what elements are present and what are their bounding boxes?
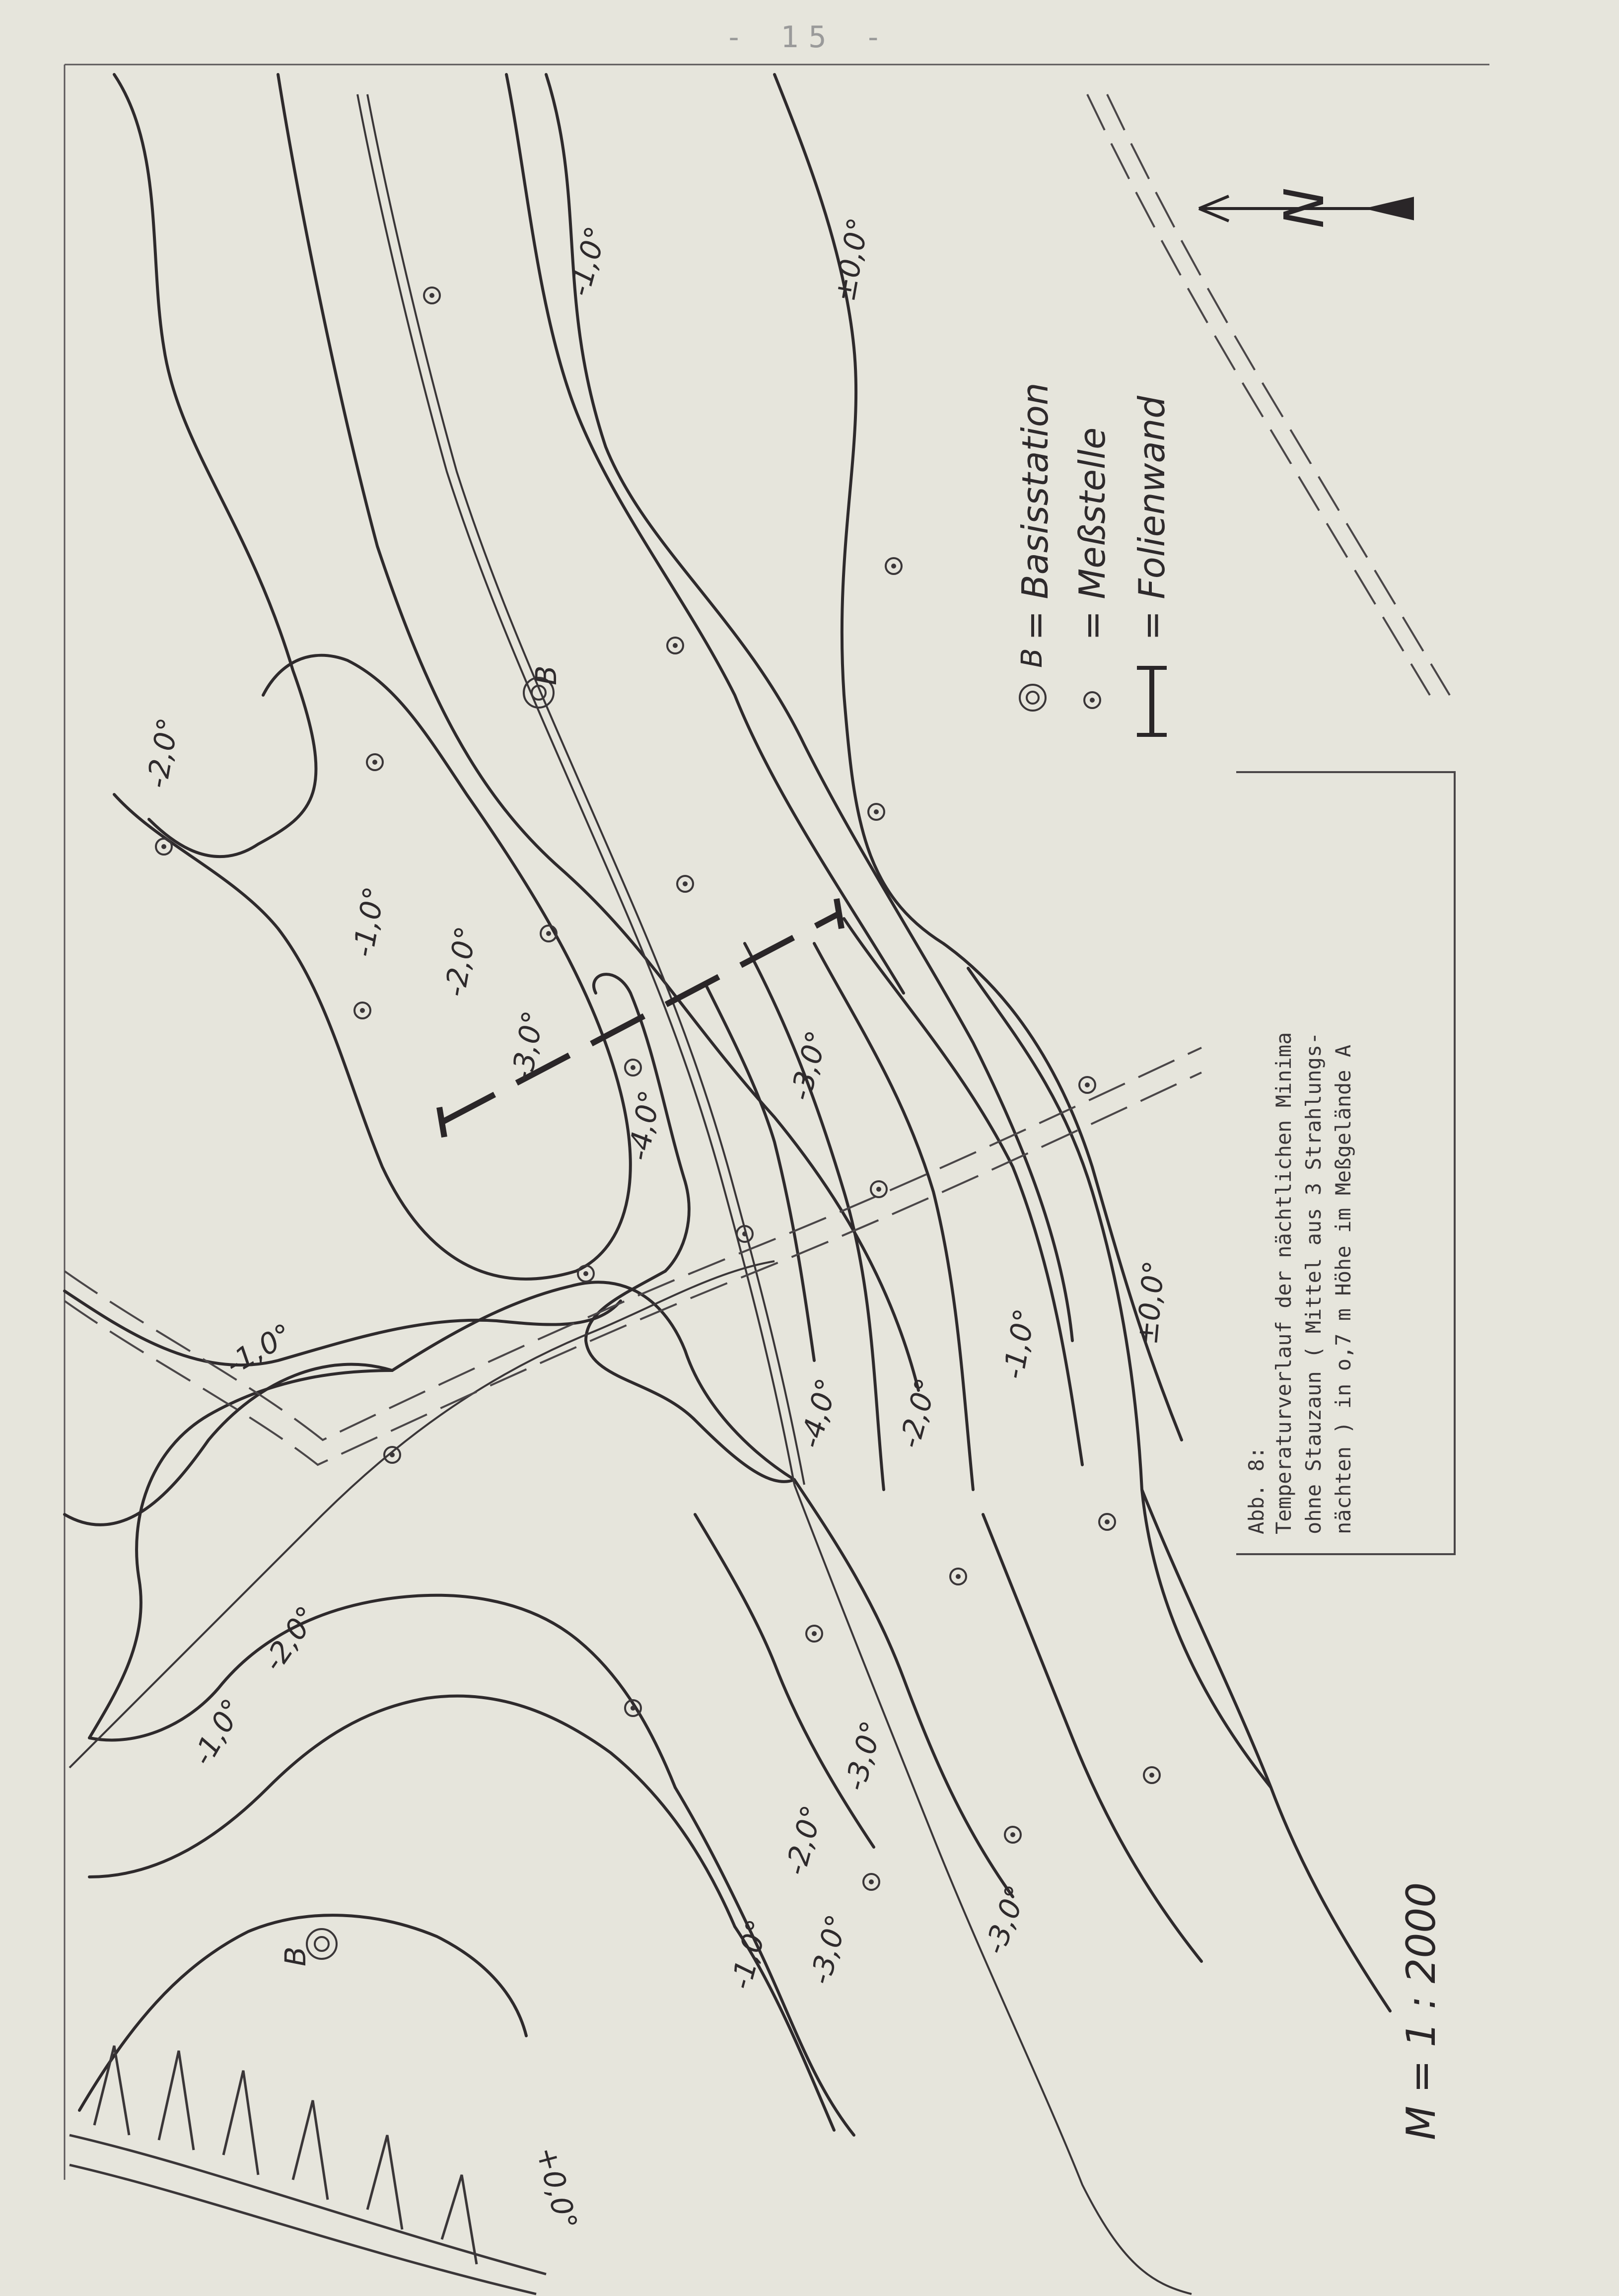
measuring-point (868, 804, 884, 820)
isotherm-line (114, 655, 631, 1279)
measuring-point (950, 1569, 966, 1584)
scale-label: M = 1 : 2000 (1398, 1882, 1444, 2140)
legend-wall (1131, 395, 1173, 735)
contour-label: -2,0° (892, 1374, 944, 1452)
legend (1014, 382, 1173, 735)
contour-label: -3,0° (838, 1717, 889, 1794)
contour-label: -1,0° (220, 1317, 298, 1382)
north-arrow (1199, 188, 1412, 228)
contour-label: -2,0° (437, 924, 484, 1000)
measuring-point (806, 1626, 822, 1642)
isotherm-line (65, 1364, 392, 1525)
page-number: - 15 - (725, 20, 892, 55)
contour-label: -1,0° (723, 1916, 775, 1993)
contour-label: -3,0° (783, 1027, 835, 1104)
measuring-point (871, 1181, 887, 1197)
base-station-label: B (529, 665, 563, 685)
measuring-point (886, 558, 902, 574)
legend-wall-text: = Folienwand (1131, 396, 1173, 641)
isotherm-line (114, 74, 316, 857)
isotherm-line (814, 943, 973, 1490)
caption-title: Abb. 8: (1244, 1446, 1268, 1534)
measuring-point (384, 1447, 400, 1463)
contour-label: -4,0° (621, 1087, 667, 1163)
contour-label: ±0,0° (827, 215, 876, 304)
measuring-point (863, 1874, 879, 1890)
contour-label: -3,0° (978, 1880, 1034, 1959)
isotherm-line (79, 1915, 526, 2110)
measuring-point (1099, 1514, 1115, 1530)
measuring-point (1144, 1767, 1160, 1783)
contour-label: -4,0° (793, 1374, 845, 1452)
isotherm-line (794, 1480, 1013, 1897)
contour-label: -2,0° (140, 715, 186, 791)
caption-line: nächten ) in o,7 m Höhe im Meßgelände A (1331, 1044, 1355, 1534)
measuring-point (354, 1003, 370, 1018)
legend-point (1071, 428, 1113, 708)
isotherm-line (89, 1696, 735, 1927)
legend-base-text: = Basisstation (1014, 382, 1056, 641)
contour-label: -3,0° (504, 1008, 551, 1084)
measuring-point (367, 754, 383, 770)
measuring-point (578, 1266, 594, 1282)
contour-label: -1,0° (996, 1306, 1042, 1382)
isotherm-line (392, 1282, 794, 1480)
caption-line: Temperaturverlauf der nächtlichen Minima (1271, 1032, 1296, 1534)
isotherm-line (89, 1595, 675, 1788)
measuring-point (625, 1060, 641, 1076)
base-station (279, 1929, 337, 1966)
measuring-points (156, 287, 1160, 1890)
isotherm-lines (65, 74, 1390, 2135)
measuring-point (677, 876, 693, 892)
base-station-label: B (279, 1946, 312, 1966)
hatched-slope (70, 2046, 546, 2294)
legend-base-letter: B (1015, 648, 1049, 668)
isotherm-line (506, 74, 904, 993)
caption-box (1236, 772, 1455, 1554)
contour-label: -2,0° (778, 1801, 830, 1879)
measuring-point (667, 638, 683, 653)
caption-line: ohne Stauzaun ( Mittel aus 3 Strahlungs- (1301, 1032, 1326, 1534)
contour-label: -1,0° (562, 222, 614, 300)
legend-point-text: = Meßstelle (1071, 427, 1113, 641)
isotherm-line (89, 1370, 392, 1738)
north-label: N (1272, 187, 1336, 228)
fence-lines (65, 94, 1450, 1465)
contour-label: -1,0° (185, 1693, 250, 1771)
measuring-point (424, 287, 440, 303)
contour-label: +0,0° (529, 2143, 584, 2233)
measuring-point (1005, 1827, 1021, 1843)
contour-label: -1,0° (346, 884, 392, 960)
measuring-point (1079, 1077, 1095, 1093)
contour-label: -2,0° (256, 1600, 325, 1678)
measuring-point (156, 839, 172, 855)
contour-label: ±0,0° (1130, 1259, 1171, 1347)
legend-base (1014, 382, 1056, 711)
contour-label: -3,0° (803, 1911, 854, 1988)
base-station (524, 665, 563, 708)
isotherm-line (65, 1291, 621, 1365)
